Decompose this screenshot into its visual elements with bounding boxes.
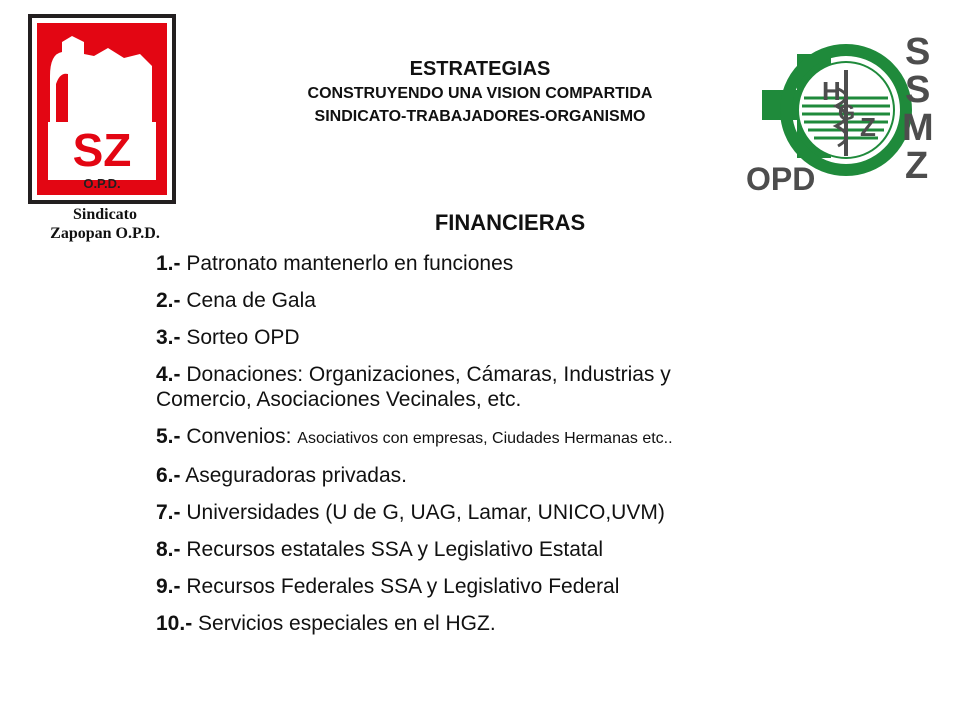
item-text: Sorteo OPD [186, 326, 300, 349]
hgz-ssmz-logo [742, 28, 947, 196]
logo-caption [10, 205, 200, 243]
strategy-list [156, 251, 876, 648]
item-text: Recursos Federales SSA y Legislativo Federal [186, 575, 620, 598]
logo-side-letter-3: M [902, 107, 934, 149]
item-text: Cena de Gala [186, 289, 316, 312]
list-item [156, 611, 876, 636]
item-text: Convenios: [186, 425, 298, 448]
list-item [156, 325, 876, 350]
item-number: 9.- [156, 575, 181, 598]
item-number: 3.- [156, 326, 181, 349]
logo-side-letter-4: Z [905, 145, 929, 187]
list-item [156, 574, 876, 599]
item-number: 10.- [156, 612, 193, 635]
logo-caption-line2: Zapopan O.P.D. [50, 225, 160, 242]
logo-main-text: SZ [72, 124, 132, 176]
list-item [156, 288, 876, 313]
item-text-continued: Comercio, Asociaciones Vecinales, etc. [156, 388, 522, 411]
item-number: 4.- [156, 363, 181, 386]
item-number: 6.- [156, 464, 181, 487]
logo-letter-h: H [822, 76, 841, 106]
list-item [156, 424, 876, 451]
logo-letter-g: G [838, 100, 856, 125]
item-text: Universidades (U de G, UAG, Lamar, UNICO,UVM) [186, 501, 665, 524]
logo-caption-line1: Sindicato [72, 206, 137, 223]
item-text: Recursos estatales SSA y Legislativo Estatal [186, 538, 604, 561]
logo-side-letter-2: S [905, 69, 931, 111]
section-title: FINANCIERAS [434, 210, 586, 235]
list-item [156, 500, 876, 525]
item-number: 8.- [156, 538, 181, 561]
logo-sub-text: O.P.D. [83, 176, 121, 191]
logo-letter-z: Z [860, 112, 876, 142]
header [200, 56, 760, 128]
item-number: 7.- [156, 501, 181, 524]
list-item [156, 463, 876, 488]
item-number: 1.- [156, 252, 181, 275]
list-item [156, 362, 876, 412]
item-text-small: Asociativos con empresas, Ciudades Hermanas etc.. [297, 430, 673, 447]
item-number: 2.- [156, 289, 181, 312]
list-item [156, 537, 876, 562]
item-text: Servicios especiales en el HGZ. [198, 612, 496, 635]
logo-side-letter-1: S [905, 31, 931, 73]
header-subtitle-1: CONSTRUYENDO UNA VISION COMPARTIDA [307, 85, 653, 102]
item-number: 5.- [156, 425, 181, 448]
item-text: Patronato mantenerlo en funciones [186, 252, 514, 275]
item-text: Aseguradoras privadas. [185, 464, 407, 487]
logo-opd-text: OPD [746, 161, 816, 196]
item-text: Donaciones: Organizaciones, Cámaras, Industrias y [186, 363, 671, 386]
list-item [156, 251, 876, 276]
header-title: ESTRATEGIAS [409, 58, 551, 80]
header-subtitle-2: SINDICATO-TRABAJADORES-ORGANISMO [314, 108, 646, 125]
sindicato-zapopan-logo [28, 14, 176, 204]
